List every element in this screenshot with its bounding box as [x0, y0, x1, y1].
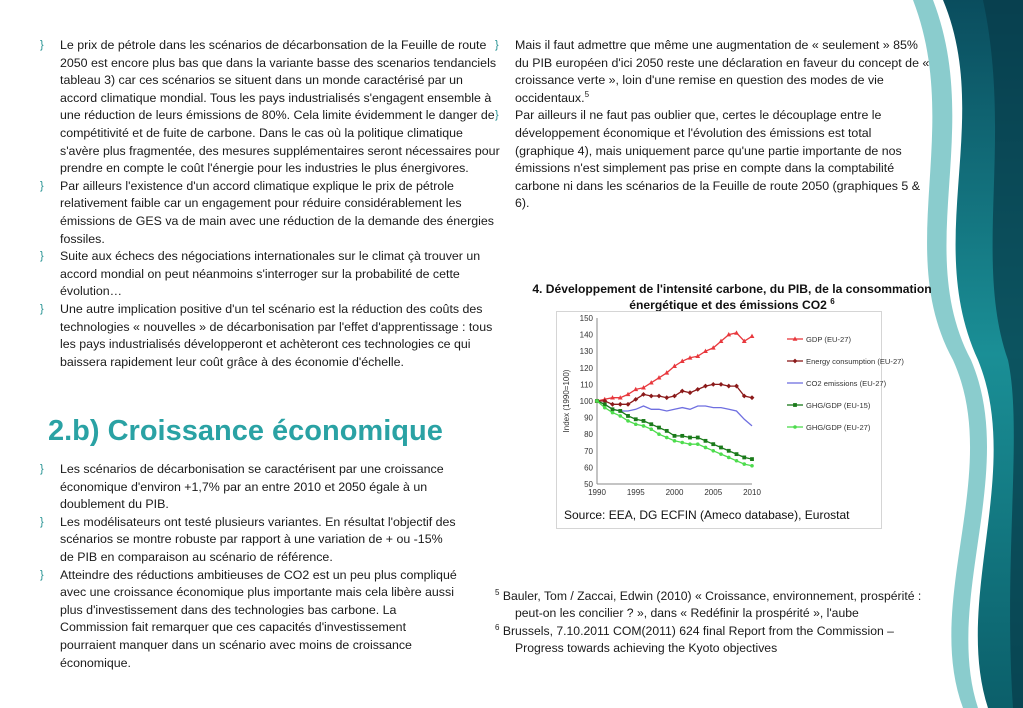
bullet-icon: } — [495, 109, 499, 122]
bullet-text: Suite aux échecs des négociations internationales sur le climat çà trouver un accord mondial on peut néanmoins s'interroger sur la probabilité de cette évolution… — [60, 249, 481, 299]
data-point — [719, 452, 723, 456]
data-point — [634, 422, 638, 426]
data-point — [742, 462, 746, 466]
bullet-list-right — [495, 37, 930, 213]
chart-caption-text: 4. Développement de l'intensité carbone, du PIB, de la consommation énergétique et des émissions CO2 — [532, 282, 932, 312]
x-tick-label: 1990 — [588, 488, 606, 497]
y-tick-label: 80 — [584, 430, 593, 440]
data-point — [680, 434, 684, 438]
data-point — [711, 382, 716, 387]
right-column — [495, 37, 930, 213]
data-point — [704, 439, 708, 443]
left-column-top — [40, 37, 502, 371]
left-column-bottom — [40, 461, 458, 672]
data-point — [657, 394, 662, 399]
source-label: Source — [564, 508, 603, 522]
data-point — [688, 390, 693, 395]
data-point — [611, 411, 615, 415]
data-point — [642, 424, 646, 428]
bullet-list-top — [40, 37, 502, 371]
legend-label: GHG/GDP (EU-15) — [806, 401, 871, 410]
y-tick-label: 60 — [584, 463, 593, 473]
footnote-text: Bauler, Tom / Zaccai, Edwin (2010) « Croissance, environnement, prospérité : peut-on les concilier ? », dans « Redéfinir la prospérité », l'aube — [502, 589, 922, 620]
y-tick-label: 150 — [579, 314, 593, 323]
data-point — [688, 442, 692, 446]
data-point — [750, 464, 754, 468]
data-point — [726, 384, 731, 389]
data-point — [734, 330, 739, 334]
chart-caption — [508, 282, 956, 313]
legend-marker — [793, 403, 797, 407]
data-point — [664, 395, 669, 400]
bullet-text: Par ailleurs l'existence d'un accord climatique explique le prix de pétrole relativement faible car un engagement pour réduire considérablement les émissions de GES va de main avec une réduction de la demande des énergies fossiles. — [60, 178, 494, 246]
bullet-icon: } — [40, 302, 44, 315]
data-point — [618, 402, 623, 407]
data-point — [610, 402, 615, 407]
bullet-item — [40, 248, 502, 301]
legend-label: GHG/GDP (EU-27) — [806, 423, 871, 432]
data-point — [649, 422, 653, 426]
data-point — [680, 441, 684, 445]
footnote-number: 6 — [495, 623, 500, 633]
line-chart — [557, 312, 904, 528]
y-tick-label: 50 — [584, 480, 593, 489]
bullet-item — [495, 37, 930, 107]
footnote-text: Brussels, 7.10.2011 COM(2011) 624 final Report from the Commission – Progress towards achieving the Kyoto objectives — [502, 624, 894, 655]
bullet-text: Une autre implication positive d'un tel scénario est la réduction des coûts des technologies « nouvelles » de décarbonisation par l'effet d'apprentissage : tous les pays industrialisés développeront et achèteront ces technologies ce qui baissera rapidement leur coût grâce à des économie d'échelle. — [60, 301, 493, 369]
chart-source — [564, 507, 849, 523]
data-point — [750, 457, 754, 461]
footnote-number: 5 — [495, 587, 500, 597]
data-point — [618, 409, 622, 413]
data-point — [618, 414, 622, 418]
bullet-icon: } — [40, 250, 44, 263]
bullet-text: Les modélisateurs ont testé plusieurs variantes. En résultat l'objectif des scénarios se montre robuste par rapport à une variation de + ou -15% de PIB en comparaison au scénario de référence. — [60, 514, 456, 564]
footnote-ref: 5 — [584, 89, 590, 99]
footnote-ref: 6 — [830, 296, 835, 306]
y-tick-label: 130 — [579, 347, 593, 357]
bullet-item — [40, 178, 502, 248]
legend-label: GDP (EU-27) — [806, 335, 852, 344]
y-tick-label: 100 — [579, 397, 593, 406]
x-tick-label: 2010 — [743, 488, 761, 497]
data-point — [711, 442, 715, 446]
bullet-icon: } — [40, 568, 44, 581]
data-point — [673, 439, 677, 443]
data-point — [642, 419, 646, 423]
data-point — [634, 417, 638, 421]
data-point — [626, 414, 630, 418]
legend-marker — [793, 425, 797, 429]
data-point — [727, 449, 731, 453]
data-point — [695, 387, 700, 392]
section-heading: 2.b) Croissance économique — [48, 415, 443, 447]
x-tick-label: 2000 — [665, 488, 684, 497]
data-point — [711, 449, 715, 453]
data-point — [673, 434, 677, 438]
y-tick-label: 70 — [584, 446, 593, 456]
data-point — [665, 436, 669, 440]
chart-container — [556, 311, 904, 529]
data-point — [735, 459, 739, 463]
data-point — [735, 452, 739, 456]
legend-marker — [793, 359, 798, 364]
bullet-icon: } — [40, 39, 44, 51]
y-tick-label: 110 — [580, 380, 593, 390]
bullet-text: Par ailleurs il ne faut pas oublier que, certes le découplage entre le développement économique et l'évolution des émissions est total (graphique 4), mais uniquement parce qu'une partie importante de nos émissions n'est simplement pas prise en compte dans la comptabilité carbone ni dans les scénarios de la Feuille de route 2050 (graphiques 5 & 6). — [515, 108, 921, 211]
bullet-text: Atteindre des réductions ambitieuses de CO2 est un peu plus compliqué avec une croissance économique plus importante mais cela libère aussi plus d'investissement dans des technologies bas carbone. La Commission fait remarquer que ces capacités d'investissement pourraient manquer dans un scénario avec moins de croissance économique. — [60, 567, 457, 670]
bullet-item — [40, 567, 458, 673]
data-point — [750, 395, 755, 400]
data-point — [603, 406, 607, 410]
bullet-text: Le prix de pétrole dans les scénarios de décarbonsation de la Feuille de route 2050 est encore plus bas que dans la variante basse des scenarios tendanciels tableau 3) car ces scénarios se situent dans un monde caractérisé par un accord climatique mondial. Tous les pays industrialisés s'engagent ensemble à une réduction de leurs émissions de 80%. Cela limite évidemment le danger de compétitivité et de fuite de carbone. Dans le cas où la politique climatique s'avère plus fragmentée, des mesures supplémentaires seront nécessaires pour prendre en compte le coût l'énergie pour les industries le plus énergivores. — [60, 38, 500, 176]
data-point — [703, 384, 708, 389]
y-axis-label: Index (1990=100) — [562, 369, 571, 433]
data-point — [719, 382, 724, 387]
y-tick-label: 140 — [579, 330, 593, 340]
bullet-icon: } — [40, 515, 44, 528]
bullet-icon: } — [495, 39, 499, 51]
data-point — [595, 399, 599, 403]
legend-label: Energy consumption (EU-27) — [806, 357, 904, 366]
bullet-text: Les scénarios de décarbonisation se caractérisent par une croissance économique d'environ +1,7% par an entre 2010 et 2050 égale à un doublement du PIB. — [60, 462, 444, 512]
data-point — [665, 429, 669, 433]
y-tick-label: 120 — [579, 363, 593, 373]
data-point — [657, 426, 661, 430]
footnotes — [495, 588, 925, 658]
footnote — [495, 588, 925, 621]
bullet-text: Mais il faut admettre que même une augmentation de « seulement » 85% du PIB européen d'ici 2050 reste une déclaration en faveur du concept de « croissance verte », loin d'une remise en question des modes de vie occidentaux. — [515, 38, 930, 105]
data-point — [727, 456, 731, 460]
bullet-item — [495, 107, 930, 213]
bullet-icon: } — [40, 179, 44, 192]
footnote — [495, 623, 925, 656]
y-tick-label: 90 — [584, 413, 593, 423]
data-point — [719, 446, 723, 450]
bullet-icon: } — [40, 463, 44, 475]
x-tick-label: 2005 — [704, 488, 723, 497]
data-point — [696, 442, 700, 446]
source-text: : EEA, DG ECFIN (Ameco database), Eurostat — [602, 508, 850, 522]
data-point — [657, 432, 661, 436]
data-point — [696, 436, 700, 440]
data-point — [742, 456, 746, 460]
data-point — [750, 334, 755, 338]
data-point — [649, 427, 653, 431]
x-tick-label: 1995 — [626, 488, 645, 497]
legend-label: CO2 emissions (EU-27) — [806, 379, 887, 388]
data-point — [688, 436, 692, 440]
bullet-item — [40, 514, 458, 567]
bullet-item — [40, 461, 458, 514]
bullet-list-bottom — [40, 461, 458, 672]
data-point — [626, 419, 630, 423]
data-point — [611, 407, 615, 411]
bullet-item — [40, 37, 502, 178]
bullet-item — [40, 301, 502, 371]
data-point — [704, 446, 708, 450]
data-point — [649, 394, 654, 399]
